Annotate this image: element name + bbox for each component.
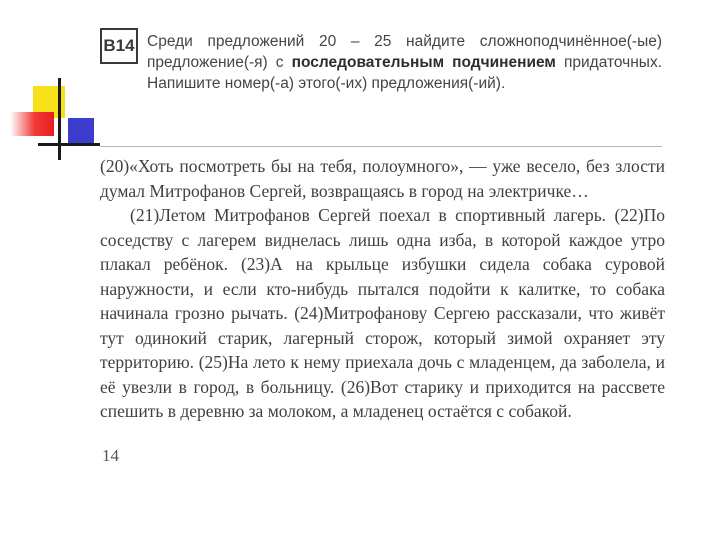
task-instructions (147, 31, 662, 94)
vertical-decor-line (58, 78, 61, 160)
passage-paragraph-1: (20)«Хоть посмотреть бы на тебя, полоумного», — уже весело, без злости думал Митрофанов Сергей, возвращаясь в город на электричке… (100, 156, 665, 201)
task-badge: B14 (100, 28, 138, 64)
task-block (100, 28, 665, 110)
task-text-start: Среди предложений 20 – 25 найдите сложноподчинённое(-ые) предложение(-я) с (147, 33, 662, 71)
page-number: 14 (102, 446, 119, 465)
red-decor-bar (10, 112, 54, 136)
passage-text (100, 154, 665, 424)
separator-line (100, 146, 662, 147)
task-emphasis: последовательным подчинением (291, 54, 556, 71)
blue-decor-square (68, 118, 94, 146)
task-text-end: придаточных. Напишите номер(-а) этого(-их) предложения(-ий). (147, 54, 663, 92)
horizontal-decor-line (38, 143, 100, 146)
passage-paragraph-2: (21)Летом Митрофанов Сергей поехал в спортивный лагерь. (22)По соседству с лагерем виднелась лишь одна изба, в которой каждое утро плакал ребёнок. (23)А на крыльце избушки сидела собака суровой наружности, и если кто-нибудь пытался подойти к калитке, то собака начинала грозно рычать. (24)Митрофанову Сергею рассказали, что живёт тут одинокий старик, лагерный сторож, который зимой охраняет эту территорию. (25)На лето к нему приехала дочь с младенцем, да заболела, и её увезли в город, в больницу. (26)Вот старику и приходится на рассвете спешить в деревню за молоком, а младенец остаётся с собакой. (100, 205, 665, 421)
